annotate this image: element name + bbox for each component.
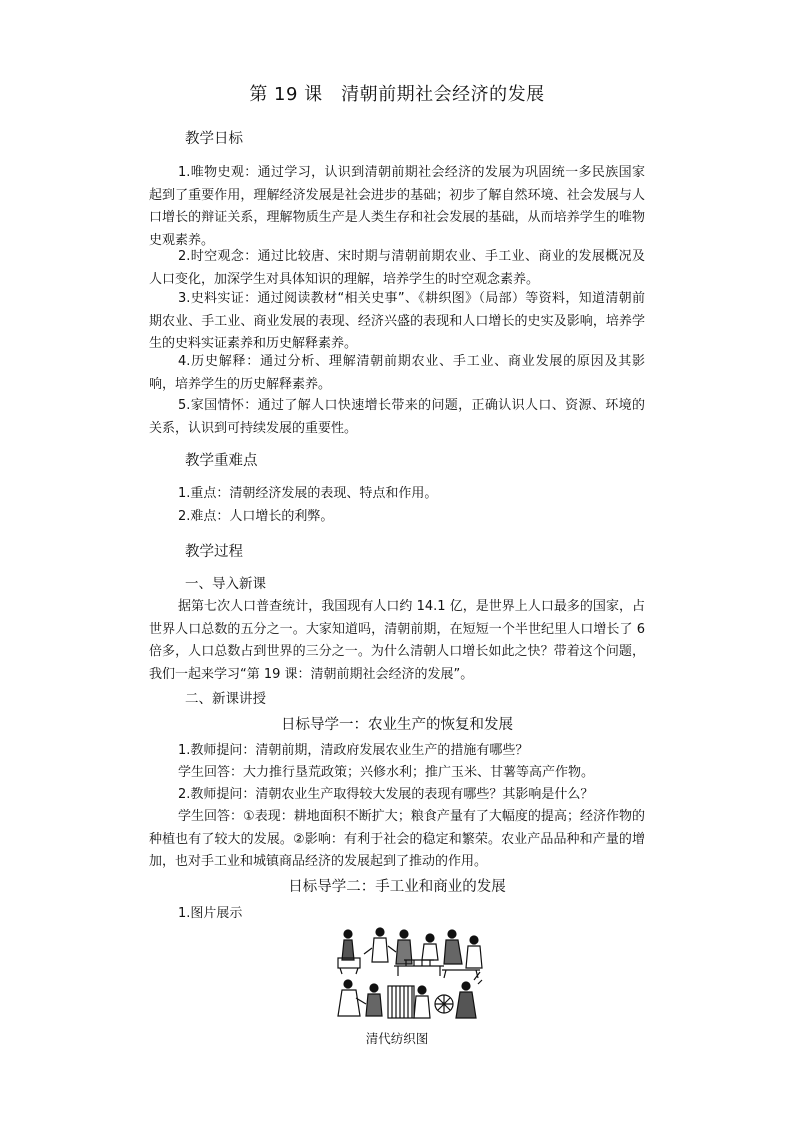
objective-paragraph-1: 1.唯物史观：通过学习，认识到清朝前期社会经济的发展为巩固统一多民族国家起到了重要作用，理解经济发展是社会进步的基础；初步了解自然环境、社会发展与人口增长的辩证关系，理解物质生产是人类生存和社会发展的基础，从而培养学生的唯物史观素养。 bbox=[149, 165, 645, 248]
objectives-heading: 教学日标 bbox=[185, 131, 243, 147]
guide1-question-2: 2.教师提问：清朝农业生产取得较大发展的表现有哪些？其影响是什么？ bbox=[178, 787, 594, 802]
objective-paragraph-5: 5.家国情怀：通过了解人口快速增长带来的问题，正确认识人口、资源、环境的关系，认识到可持续发展的重要性。 bbox=[149, 398, 645, 436]
key-point-2: 2.难点：人口增长的利弊。 bbox=[178, 509, 334, 524]
new-lesson-heading: 二、新课讲授 bbox=[185, 691, 266, 707]
intro-heading: 一、导入新课 bbox=[185, 576, 266, 592]
guide2-title: 日标导学二：手工业和商业的发展 bbox=[288, 879, 506, 895]
textile-illustration bbox=[334, 924, 484, 1024]
guide2-item-1: 1.图片展示 bbox=[178, 906, 243, 921]
page-title: 第 19 课 清朝前期社会经济的发展 bbox=[249, 84, 545, 105]
objective-paragraph-2: 2.时空观念：通过比较唐、宋时期与清朝前期农业、手工业、商业的发展概况及人口变化，加深学生对具体知识的理解，培养学生的时空观念素养。 bbox=[149, 249, 645, 287]
guide1-answer-1: 学生回答：大力推行垦荒政策；兴修水利；推广玉米、甘薯等高产作物。 bbox=[178, 765, 595, 780]
figure-caption: 清代纺织图 bbox=[365, 1031, 429, 1046]
objective-paragraph-3: 3.史料实证：通过阅读教材“相关史事”、《耕织图》（局部）等资料，知道清朝前期农业、手工业、商业发展的表现、经济兴盛的表现和人口增长的史实及影响，培养学生的史料实证素养和历史解释素养。 bbox=[149, 291, 645, 352]
guide1-title: 日标导学一：农业生产的恢复和发展 bbox=[281, 717, 513, 733]
guide1-question-1: 1.教师提问：清朝前期，清政府发展农业生产的措施有哪些？ bbox=[178, 743, 529, 758]
key-point-1: 1.重点：清朝经济发展的表现、特点和作用。 bbox=[178, 486, 438, 501]
key-points-heading: 教学重难点 bbox=[185, 453, 258, 469]
intro-paragraph: 据第七次人口普查统计，我国现有人口约 14.1 亿，是世界上人口最多的国家，占世界人口总数的五分之一。大家知道吗，清朝前期，在短短一个半世纪里人口增长了 6 倍多，人口总数占到世界的三分之一。为什么清朝人口增长如此之快？带着这个问题，我们一起来学习“第 19 课：清朝前期社会经济的发展”。 bbox=[149, 599, 645, 682]
guide1-answer-2: 学生回答：①表现：耕地面积不断扩大；粮食产量有了大幅度的提高；经济作物的种植也有了较大的发展。②影响：有利于社会的稳定和繁荣。农业产品品种和产量的增加，也对手工业和城镇商品经济的发展起到了推动的作用。 bbox=[149, 809, 645, 870]
process-heading: 教学过程 bbox=[185, 544, 243, 560]
objective-paragraph-4: 4.历史解释：通过分析、理解清朝前期农业、手工业、商业发展的原因及其影响，培养学生的历史解释素养。 bbox=[149, 354, 645, 392]
